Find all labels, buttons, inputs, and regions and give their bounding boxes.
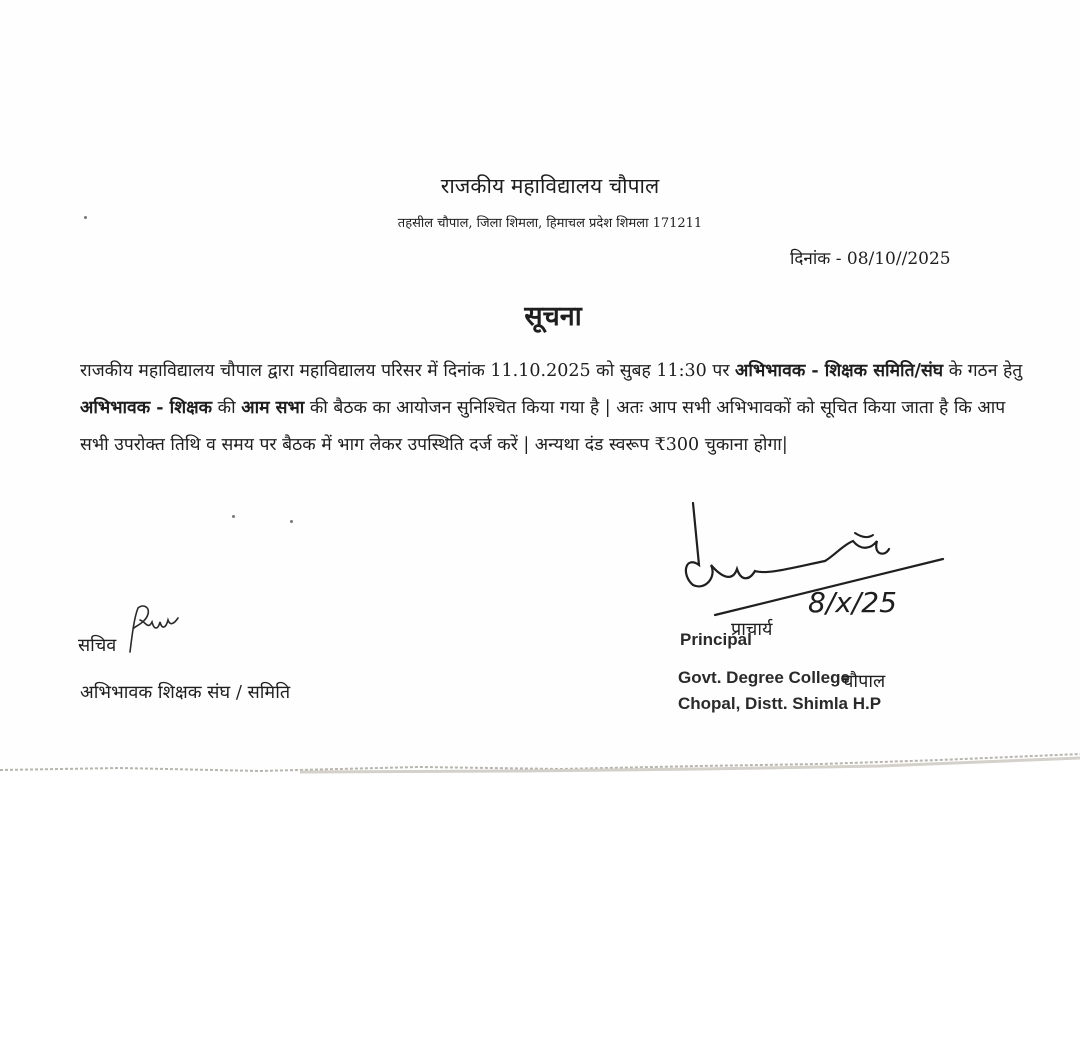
secretary-subtitle: अभिभावक शिक्षक संघ / समिति <box>80 682 291 703</box>
body-text-2: के गठन हेतु <box>943 361 1023 381</box>
secretary-title: सचिव <box>78 635 117 656</box>
body-text-4: की बैठक का आयोजन सुनिश्चित किया गया है | अतः आप सभी अभिभावकों को सूचित किया जाता है कि आप सभी उपरोक्त तिथि व समय पर बैठक में भाग लेकर उपस्थिति दर्ज करें | अन्यथा दंड स्वरूप ₹300 चुकाना होगा| <box>80 398 1006 455</box>
body-bold-3: आम सभा <box>241 398 305 418</box>
notice-date: दिनांक - 08/10//2025 <box>790 249 951 269</box>
speck <box>290 520 293 523</box>
stamp-college: Govt. Degree College <box>678 668 850 687</box>
stamp-principal: Principal <box>680 630 752 649</box>
body-bold-2: अभिभावक - शिक्षक <box>80 398 213 418</box>
college-title: राजकीय महाविद्यालय चौपाल <box>440 174 660 198</box>
notice-heading: सूचना <box>524 301 582 332</box>
body-text-3: की <box>212 398 242 418</box>
notice-body <box>80 353 1030 464</box>
college-address: तहसील चौपाल, जिला शिमला, हिमाचल प्रदेश शिमला 171211 <box>397 216 703 231</box>
secretary-signature <box>118 600 188 660</box>
stamp-location: Chopal, Distt. Shimla H.P <box>678 694 882 713</box>
principal-hindi-place: चौपाल <box>842 671 886 692</box>
speck <box>232 515 235 518</box>
body-bold-1: अभिभावक - शिक्षक समिति/संघ <box>735 361 944 381</box>
body-text-1: राजकीय महाविद्यालय चौपाल द्वारा महाविद्यालय परिसर में दिनांक 11.10.2025 को सुबह 11:30 पर <box>80 361 736 381</box>
paper-torn-edge <box>0 744 1080 778</box>
principal-hindi-title: प्राचार्य <box>731 619 773 640</box>
handwritten-date: 8/x/25 <box>808 586 897 619</box>
